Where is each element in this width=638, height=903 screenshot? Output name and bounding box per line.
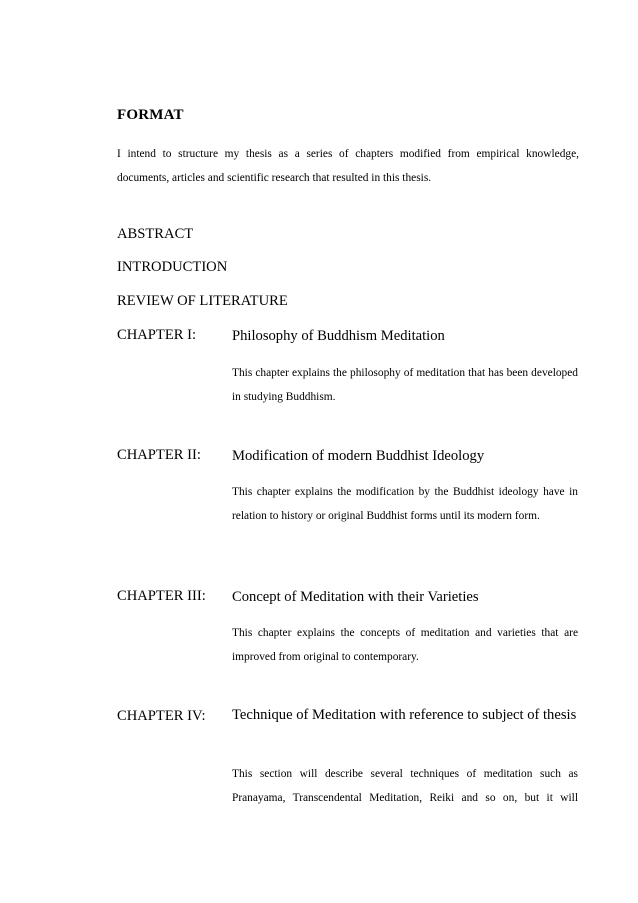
chapter-4-description: This section will describe several techniques of meditation such as Pranayama, Transcendental Meditation, Reiki and so on, but it will [232, 768, 578, 804]
chapter-3-description: This chapter explains the concepts of meditation and varieties that are improved from original to contemporary. [232, 627, 578, 663]
chapter-2-description: This chapter explains the modification by the Buddhist ideology have in relation to history or original Buddhist forms until its modern form. [232, 486, 578, 522]
chapter-3-title: Concept of Meditation with their Varieties [232, 589, 479, 605]
chapter-2-label: CHAPTER II: [117, 447, 201, 463]
section-review-of-literature: REVIEW OF LITERATURE [117, 293, 288, 309]
section-introduction: INTRODUCTION [117, 259, 228, 275]
chapter-1-description: This chapter explains the philosophy of meditation that has been developed in studying Buddhism. [232, 367, 578, 403]
chapter-3-label: CHAPTER III: [117, 588, 206, 604]
section-abstract: ABSTRACT [117, 226, 194, 242]
format-heading: FORMAT [117, 107, 184, 123]
chapter-4-label: CHAPTER IV: [117, 708, 206, 724]
chapter-4-title: Technique of Meditation with reference to subject of thesis [232, 707, 577, 723]
chapter-1-label: CHAPTER I: [117, 327, 197, 343]
format-paragraph: I intend to structure my thesis as a series of chapters modified from empirical knowledge, documents, articles and scientific research that resulted in this thesis. [117, 148, 579, 184]
chapter-2-title: Modification of modern Buddhist Ideology [232, 448, 485, 464]
chapter-1-title: Philosophy of Buddhism Meditation [232, 328, 445, 344]
